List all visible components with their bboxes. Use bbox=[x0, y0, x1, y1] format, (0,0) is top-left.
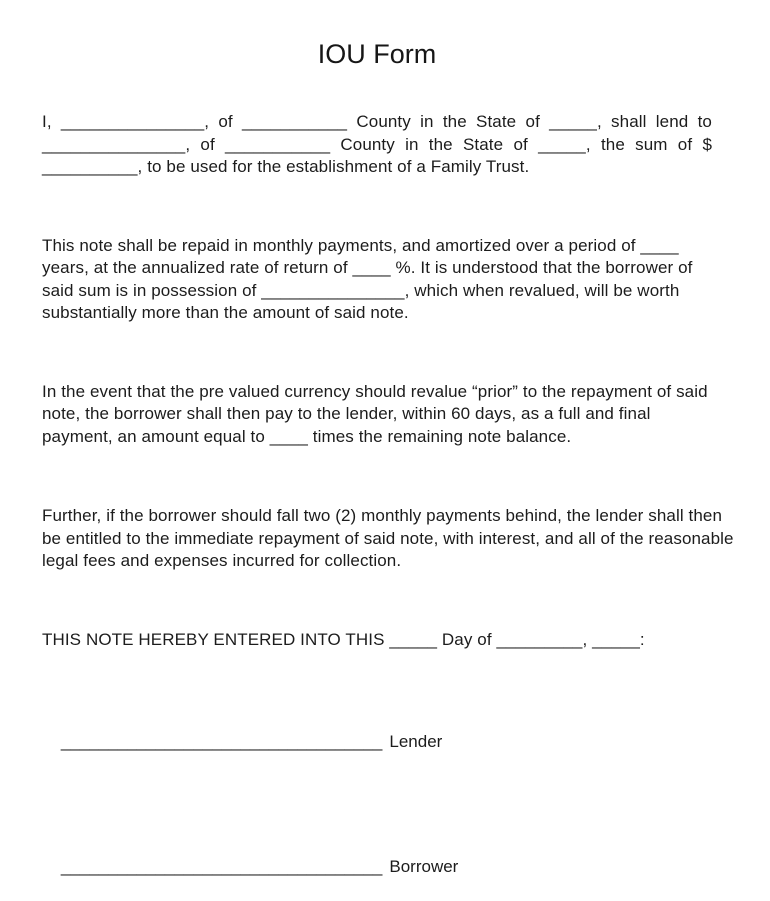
text-line: THIS NOTE HEREBY ENTERED INTO THIS _____ Day of _________, _____: bbox=[42, 629, 712, 652]
text-line: _______________, of ___________ County in the State of _____, the sum of $ bbox=[42, 134, 712, 157]
text-line: legal fees and expenses incurred for collection. bbox=[42, 550, 712, 573]
text-line: substantially more than the amount of said note. bbox=[42, 302, 712, 325]
execution-date-line bbox=[42, 629, 712, 652]
text-line: __________, to be used for the establishment of a Family Trust. bbox=[42, 156, 712, 179]
text-line: In the event that the pre valued currency should revalue “prior” to the repayment of said bbox=[42, 381, 712, 404]
borrower-signature-blank: __________________________________ bbox=[61, 857, 382, 876]
paragraph-intro bbox=[42, 111, 712, 179]
lender-signature-blank: __________________________________ bbox=[61, 732, 382, 751]
lender-signature-label: Lender bbox=[389, 732, 442, 751]
signature-line-lender bbox=[42, 708, 712, 776]
signature-line-borrower bbox=[42, 834, 712, 901]
paragraph-repayment-terms bbox=[42, 235, 712, 325]
text-line: payment, an amount equal to ____ times the remaining note balance. bbox=[42, 426, 712, 449]
text-line: This note shall be repaid in monthly payments, and amortized over a period of ____ bbox=[42, 235, 712, 258]
paragraph-revaluation-clause bbox=[42, 381, 712, 449]
text-line: I, _______________, of ___________ County in the State of _____, shall lend to bbox=[42, 111, 712, 134]
text-line: note, the borrower shall then pay to the lender, within 60 days, as a full and final bbox=[42, 403, 712, 426]
text-line: years, at the annualized rate of return of ____ %. It is understood that the borrower of bbox=[42, 257, 712, 280]
page-title: IOU Form bbox=[42, 38, 712, 70]
text-line: said sum is in possession of _______________, which when revalued, will be worth bbox=[42, 280, 712, 303]
paragraph-default-clause bbox=[42, 505, 712, 573]
borrower-signature-label: Borrower bbox=[389, 857, 458, 876]
text-line: Further, if the borrower should fall two (2) monthly payments behind, the lender shall then bbox=[42, 505, 712, 528]
text-line: be entitled to the immediate repayment of said note, with interest, and all of the reasonable bbox=[42, 528, 712, 551]
